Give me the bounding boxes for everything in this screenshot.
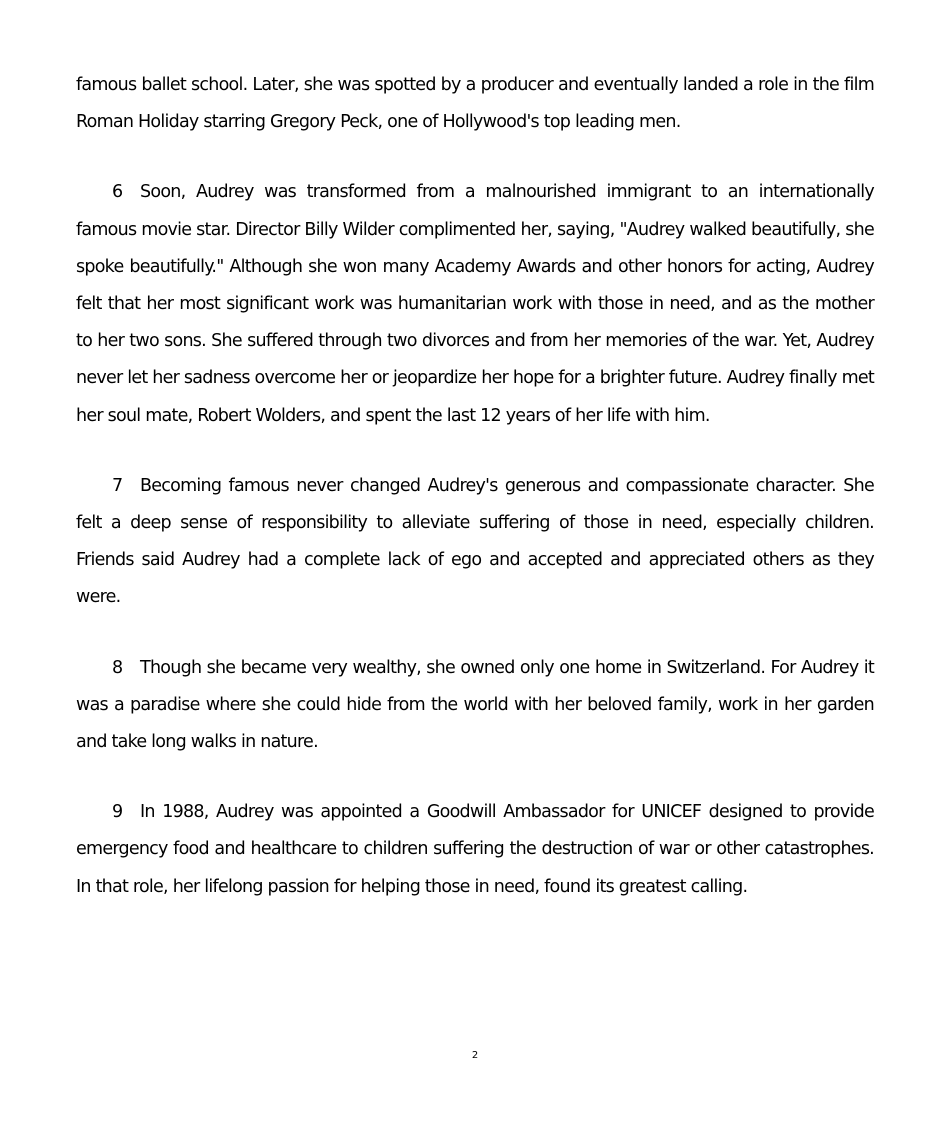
paragraph-text: Becoming famous never changed Audrey's generous and compassionate character. She felt a deep sense of responsibility to alleviate suffering of those in need, especially children. Friends said Audrey had a complete lack of ego and accepted and appreciated others as they were. (76, 475, 874, 608)
paragraph-9 (76, 794, 874, 906)
paragraph-7 (76, 468, 874, 617)
paragraph-text: Soon, Audrey was transformed from a malnourished immigrant to an internationally famous movie star. Director Billy Wilder complimented her, saying, "Audrey walked beautifully, she spoke beautifully." Although she won many Academy Awards and other honors for acting, Audrey felt that her most significant work was humanitarian work with those in need, and as the mother to her two sons. She suffered through two divorces and from her memories of the war. Yet, Audrey never let her sadness overcome her or jeopardize her hope for a brighter future. Audrey finally met her soul mate, Robert Wolders, and spent the last 12 years of her life with him. (76, 182, 874, 426)
paragraph-6 (76, 174, 874, 434)
paragraph-text: In 1988, Audrey was appointed a Goodwill Ambassador for UNICEF designed to provide emergency food and healthcare to children suffering the destruction of war or other catastrophes. In that role, her lifelong passion for helping those in need, found its greatest calling. (76, 802, 874, 897)
paragraph-number: 8 (112, 657, 123, 678)
document-body (76, 67, 874, 906)
paragraph-number: 7 (112, 475, 123, 496)
continuation-paragraph: famous ballet school. Later, she was spotted by a producer and eventually landed a role in the film Roman Holiday starring Gregory Peck, one of Hollywood's top leading men. (76, 75, 874, 133)
paragraph-number: 6 (112, 182, 123, 203)
paragraph-8 (76, 650, 874, 762)
paragraph-text: Though she became very wealthy, she owned only one home in Switzerland. For Audrey it was a paradise where she could hide from the world with her beloved family, work in her garden and take long walks in nature. (76, 657, 874, 753)
page-number: 2 (471, 1050, 479, 1061)
paragraph-number: 9 (112, 802, 123, 823)
